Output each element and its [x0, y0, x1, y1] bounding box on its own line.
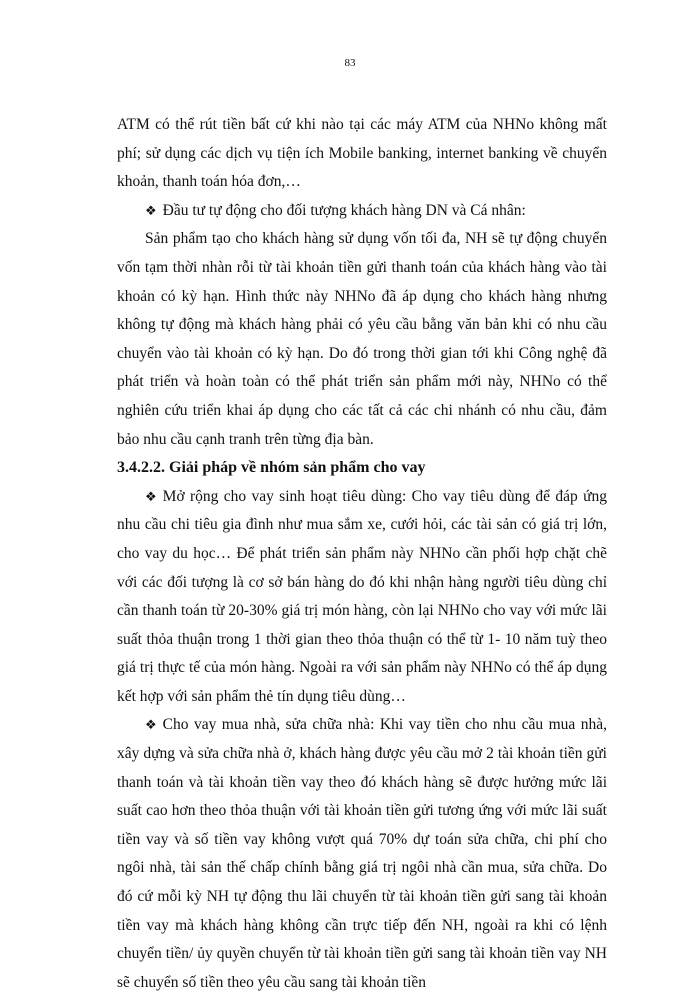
page-number: 83: [344, 57, 356, 69]
bullet-text: Mở rộng cho vay sinh hoạt tiêu dùng: Cho vay tiêu dùng để đáp ứng nhu cầu chi tiêu gia đình như mua sắm xe, cưới hỏi, các tài sản có giá trị lớn, cho vay du học… Để phát triển sản phẩm này NHNo cần phối hợp chặt chẽ với các đối tượng là cơ sở bán hàng do đó khi nhận hàng người tiêu dùng chỉ cần thanh toán từ 20-30% giá trị món hàng, còn lại NHNo cho vay với mức lãi suất thỏa thuận trong 1 thời gian theo thỏa thuận có thể từ 1- 10 năm tuỳ theo giá trị thực tế của món hàng. Ngoài ra với sản phẩm này NHNo có thể áp dụng kết hợp với sản phẩm thẻ tín dụng tiêu dùng…: [117, 487, 607, 705]
diamond-bullet-icon: ❖: [145, 488, 157, 504]
diamond-bullet-icon: ❖: [145, 202, 157, 218]
bullet-text: Đầu tư tự động cho đối tượng khách hàng DN và Cá nhân:: [162, 201, 526, 219]
body-text: [117, 111, 607, 997]
paragraph-atm: ATM có thể rút tiền bất cứ khi nào tại các máy ATM của NHNo không mất phí; sử dụng các dịch vụ tiện ích Mobile banking, internet banking về chuyển khoản, thanh toán hóa đơn,…: [117, 116, 607, 191]
bullet-item-consumer-loan: [117, 483, 607, 712]
bullet-text: Cho vay mua nhà, sửa chữa nhà: Khi vay tiền cho nhu cầu mua nhà, xây dựng và sửa chữa nhà ở, khách hàng được yêu cầu mở 2 tài khoản tiền gửi thanh toán và tài khoản tiền vay theo đó khách hàng sẽ được hưởng mức lãi suất cao hơn theo thỏa thuận với tài khoản tiền gửi tương ứng với mức lãi suất tiền vay và số tiền vay không vượt quá 70% dự toán sửa chữa, chi phí cho ngôi nhà, tài sản thế chấp chính bằng giá trị ngôi nhà cần mua, sửa chữa. Do đó cứ mỗi kỳ NH tự động thu lãi chuyển từ tài khoản tiền gửi sang tài khoản tiền vay mà khách hàng không cần trực tiếp đến NH, ngoài ra khi có lệnh chuyển tiền/ ủy quyền chuyển từ tài khoản tiền gửi sang tài khoản tiền vay NH sẽ chuyển số tiền theo yêu cầu sang tài khoản tiền: [117, 716, 607, 991]
bullet-item-auto-invest: [117, 197, 607, 226]
bullet-item-housing-loan: [117, 711, 607, 997]
paragraph-auto-invest-detail: Sản phẩm tạo cho khách hàng sử dụng vốn tối đa, NH sẽ tự động chuyển vốn tạm thời nhàn rỗi từ tài khoản tiền gửi thanh toán của khách hàng vào tài khoản có kỳ hạn. Hình thức này NHNo đã áp dụng cho khách hàng nhưng không tự động mà khách hàng phải có yêu cầu bằng văn bản khi có nhu cầu chuyển vào tài khoản có kỳ hạn. Do đó trong thời gian tới khi Công nghệ đã phát triển và hoàn toàn có thể phát triển sản phẩm mới này, NHNo có thể nghiên cứu triển khai áp dụng cho các tất cả các chi nhánh có nhu cầu, đảm bảo nhu cầu cạnh tranh trên từng địa bàn.: [117, 230, 607, 448]
diamond-bullet-icon: ❖: [145, 717, 157, 733]
section-heading: 3.4.2.2. Giải pháp về nhóm sản phẩm cho vay: [117, 459, 426, 477]
